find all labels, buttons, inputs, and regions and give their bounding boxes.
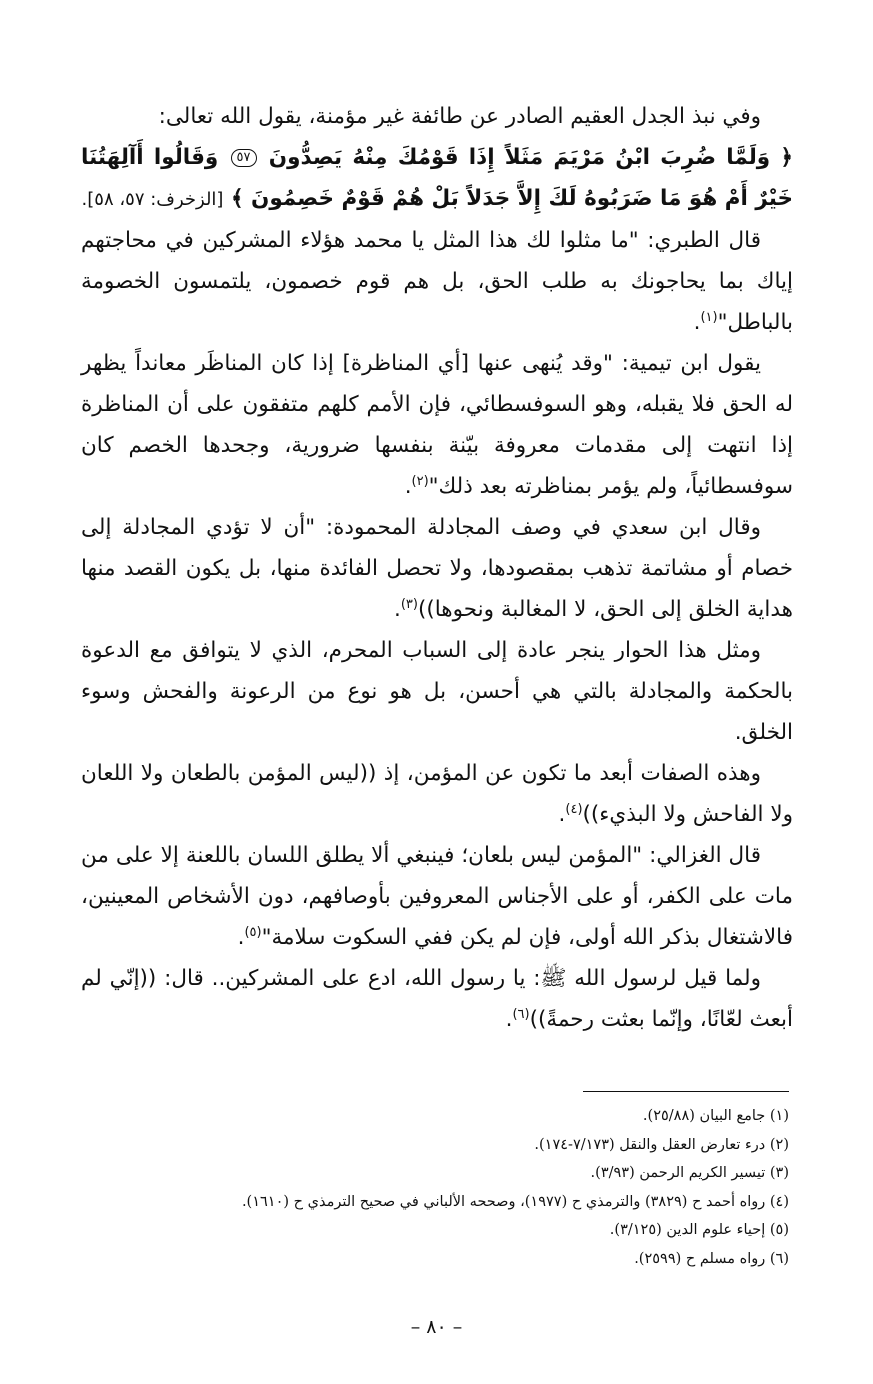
verse-text: وَقَالُوا أَآلِهَتُنَا خَيْرٌ أَمْ هُوَ مَا ضَرَبُوهُ لَكَ إِلاَّ جَدَلاً بَلْ هُمْ قَوْمٌ خَصِمُونَ ﴾ bbox=[81, 145, 793, 211]
page-number: – ٨٠ – bbox=[410, 1316, 463, 1338]
paragraph-prophet bbox=[81, 958, 793, 1040]
paragraph-text: ولما قيل لرسول الله ﷺ: يا رسول الله، ادع على المشركين.. قال: ((إنّي لم أبعث لعّانًا، وإنّما بعثت رحمةً)) bbox=[81, 966, 793, 1032]
footnote-ref[interactable]: (١) bbox=[700, 309, 718, 325]
verse-reference: [الزخرف: ٥٧، ٥٨]. bbox=[81, 189, 224, 210]
paragraph-tabari bbox=[81, 220, 793, 343]
verse-text: ﴿ وَلَمَّا ضُرِبَ ابْنُ مَرْيَمَ مَثَلاً إِذَا قَوْمُكَ مِنْهُ يَصِدُّونَ bbox=[268, 145, 793, 170]
main-text bbox=[81, 96, 793, 1040]
footnote-6: (٦) رواه مسلم ح (٢٥٩٩). bbox=[634, 1250, 789, 1267]
footnote-5: (٥) إحياء علوم الدين (٣/١٢٥). bbox=[609, 1222, 789, 1239]
paragraph-dialogue bbox=[81, 630, 793, 753]
paragraph-text: وفي نبذ الجدل العقيم الصادر عن طائفة غير مؤمنة، يقول الله تعالى: bbox=[158, 104, 761, 129]
paragraph-ibn-saadi bbox=[81, 507, 793, 630]
paragraph-end: . bbox=[693, 310, 701, 335]
paragraph-text: وقال ابن سعدي في وصف المجادلة المحمودة: "أن لا تؤدي المجادلة إلى خصام أو مشاتمة تذهب بمقصودها، ولا تحصل الفائدة منها، بل يكون القصد منها هداية الخلق إلى الحق، لا المغالبة ونحوها)) bbox=[81, 515, 793, 622]
paragraph-end: . bbox=[237, 925, 245, 950]
paragraph-text: وهذه الصفات أبعد ما تكون عن المؤمن، إذ ((ليس المؤمن بالطعان ولا اللعان ولا الفاحش ولا البذيء)) bbox=[81, 761, 793, 827]
paragraph-text: قال الغزالي: "المؤمن ليس بلعان؛ فينبغي ألا يطلق اللسان باللعنة إلا على من مات على الكفر، أو على الأجناس المعروفين بأوصافهم، دون الأشخاص المعينين، فالاشتغال بذكر الله أولى، فإن لم يكن ففي السكوت سلامة" bbox=[81, 843, 793, 950]
footnote-3: (٣) تيسير الكريم الرحمن (٣/٩٣). bbox=[590, 1165, 789, 1182]
footnote-separator bbox=[583, 1091, 789, 1092]
paragraph-end: . bbox=[558, 802, 566, 827]
quran-verse bbox=[81, 137, 793, 220]
paragraph-ibn-taymiyya bbox=[81, 343, 793, 507]
footnote-ref[interactable]: (٢) bbox=[411, 473, 429, 489]
footnote-2: (٢) درء تعارض العقل والنقل (٧/١٧٣-١٧٤). bbox=[534, 1136, 789, 1153]
footnote-ref[interactable]: (٦) bbox=[512, 1006, 530, 1022]
footnote-4: (٤) رواه أحمد ح (٣٨٢٩) والترمذي ح (١٩٧٧)، وصححه الألباني في صحيح الترمذي ح (١٦١٠). bbox=[241, 1193, 789, 1210]
footnote-ref[interactable]: (٤) bbox=[565, 801, 583, 817]
paragraph-text: قال الطبري: "ما مثلوا لك هذا المثل يا محمد هؤلاء المشركين في محاجتهم إياك بما يحاجونك به طلب الحق، بل هم قوم خصمون، يلتمسون الخصومة بالباطل" bbox=[81, 228, 793, 335]
paragraph-end: . bbox=[394, 597, 401, 622]
footnote-1: (١) جامع البيان (٢٥/٨٨). bbox=[642, 1108, 789, 1124]
footnote-ref[interactable]: (٥) bbox=[244, 924, 262, 940]
paragraph-end: . bbox=[404, 474, 412, 499]
footnotes bbox=[69, 1102, 789, 1274]
paragraph-intro bbox=[81, 96, 793, 137]
footnote-ref[interactable]: (٣) bbox=[400, 596, 418, 612]
verse-number-marker: ٥٧ bbox=[231, 149, 257, 167]
paragraph-believer bbox=[81, 753, 793, 835]
paragraph-text: يقول ابن تيمية: "وقد يُنهى عنها [أي المناظرة] إذا كان المناظَر معانداً يظهر له الحق فلا يقبله، وهو السوفسطائي، فإن الأمم كلهم متفقون على أن المناظرة إذا انتهت إلى مقدمات معروفة بيّنة بنفسها ضرورية، وجحدها الخصم كان سوفسطائياً، ولم يؤمر بمناظرته بعد ذلك" bbox=[81, 351, 793, 499]
paragraph-end: . bbox=[505, 1007, 513, 1032]
paragraph-ghazali bbox=[81, 835, 793, 958]
paragraph-text: ومثل هذا الحوار ينجر عادة إلى السباب المحرم، الذي لا يتوافق مع الدعوة بالحكمة والمجادلة بالتي هي أحسن، بل هو نوع من الرعونة والفحش وسوء الخلق. bbox=[81, 638, 793, 745]
